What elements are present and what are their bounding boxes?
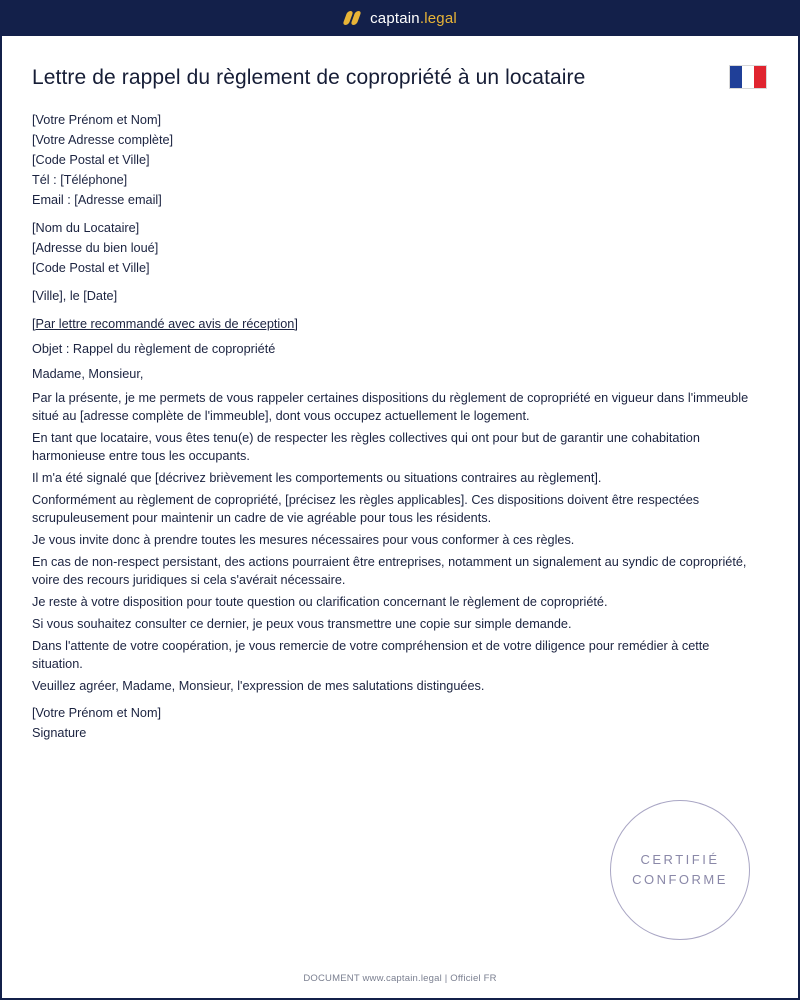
paragraph: Je vous invite donc à prendre toutes les mesures nécessaires pour vous conformer à ces règles. (32, 533, 575, 547)
brand-name-suffix: .legal (419, 9, 457, 27)
delivery-mode: [Par lettre recommandé avec avis de réception] (32, 317, 298, 331)
stamp-line-2: CONFORME (632, 872, 728, 887)
sender-block (32, 110, 762, 210)
captain-legal-logo-icon (343, 10, 361, 26)
paragraph: Je reste à votre disposition pour toute question ou clarification concernant le règlement de copropriété. (32, 595, 608, 609)
sender-name: [Votre Prénom et Nom] (32, 113, 162, 127)
paragraph: Dans l'attente de votre coopération, je vous remercie de votre compréhension et de votre diligence pour remédier à cette situation. (32, 639, 710, 671)
letter-subject: Objet : Rappel du règlement de copropriété (32, 342, 276, 356)
sender-postal: [Code Postal et Ville] (32, 153, 150, 167)
paragraph: Conformément au règlement de copropriété, [précisez les règles applicables]. Ces dispositions doivent être respectées scrupuleusement pour maintenir un cadre de vie agréable pour tous les résidents. (32, 493, 700, 525)
brand-name[interactable] (370, 10, 457, 27)
paragraph: Par la présente, je me permets de vous rappeler certaines dispositions du règlement de copropriété en vigueur dans l'immeuble situé au [adresse complète de l'immeuble], dont vous occupez actuellement le logement. (32, 391, 749, 423)
brand-name-main: captain (370, 9, 420, 27)
letter-greeting: Madame, Monsieur, (32, 367, 144, 381)
paragraph: En cas de non-respect persistant, des actions pourraient être entreprises, notamment un signalement au syndic de copropriété, voire des recours juridiques si cela s'avérait nécessaire. (32, 555, 747, 587)
paragraph: Il m'a été signalé que [décrivez brièvement les comportements ou situations contraires au règlement]. (32, 471, 602, 485)
paragraph: En tant que locataire, vous êtes tenu(e) de respecter les règles collectives qui ont pour but de garantir une cohabitation harmonieuse entre tous les occupants. (32, 431, 700, 463)
recipient-address: [Adresse du bien loué] (32, 241, 159, 255)
sender-address: [Votre Adresse complète] (32, 133, 174, 147)
paragraph: Veuillez agréer, Madame, Monsieur, l'expression de mes salutations distinguées. (32, 679, 485, 693)
sender-email: Email : [Adresse email] (32, 193, 162, 207)
document-footer: DOCUMENT www.captain.legal | Officiel FR (303, 973, 497, 984)
paragraph: Si vous souhaitez consulter ce dernier, je peux vous transmettre une copie sur simple demande. (32, 617, 572, 631)
france-flag-icon (729, 65, 767, 89)
letter-body (32, 110, 762, 743)
certified-stamp (610, 800, 750, 940)
document-title: Lettre de rappel du règlement de copropriété à un locataire (32, 66, 586, 89)
recipient-name: [Nom du Locataire] (32, 221, 140, 235)
recipient-postal: [Code Postal et Ville] (32, 261, 150, 275)
sender-phone: Tél : [Téléphone] (32, 173, 128, 187)
place-date: [Ville], le [Date] (32, 289, 118, 303)
recipient-block (32, 218, 762, 278)
closing-block (32, 703, 762, 743)
signature-label: Signature (32, 726, 87, 740)
top-bar (0, 0, 800, 36)
signer-name: [Votre Prénom et Nom] (32, 706, 162, 720)
stamp-line-1: CERTIFIÉ (640, 852, 720, 867)
